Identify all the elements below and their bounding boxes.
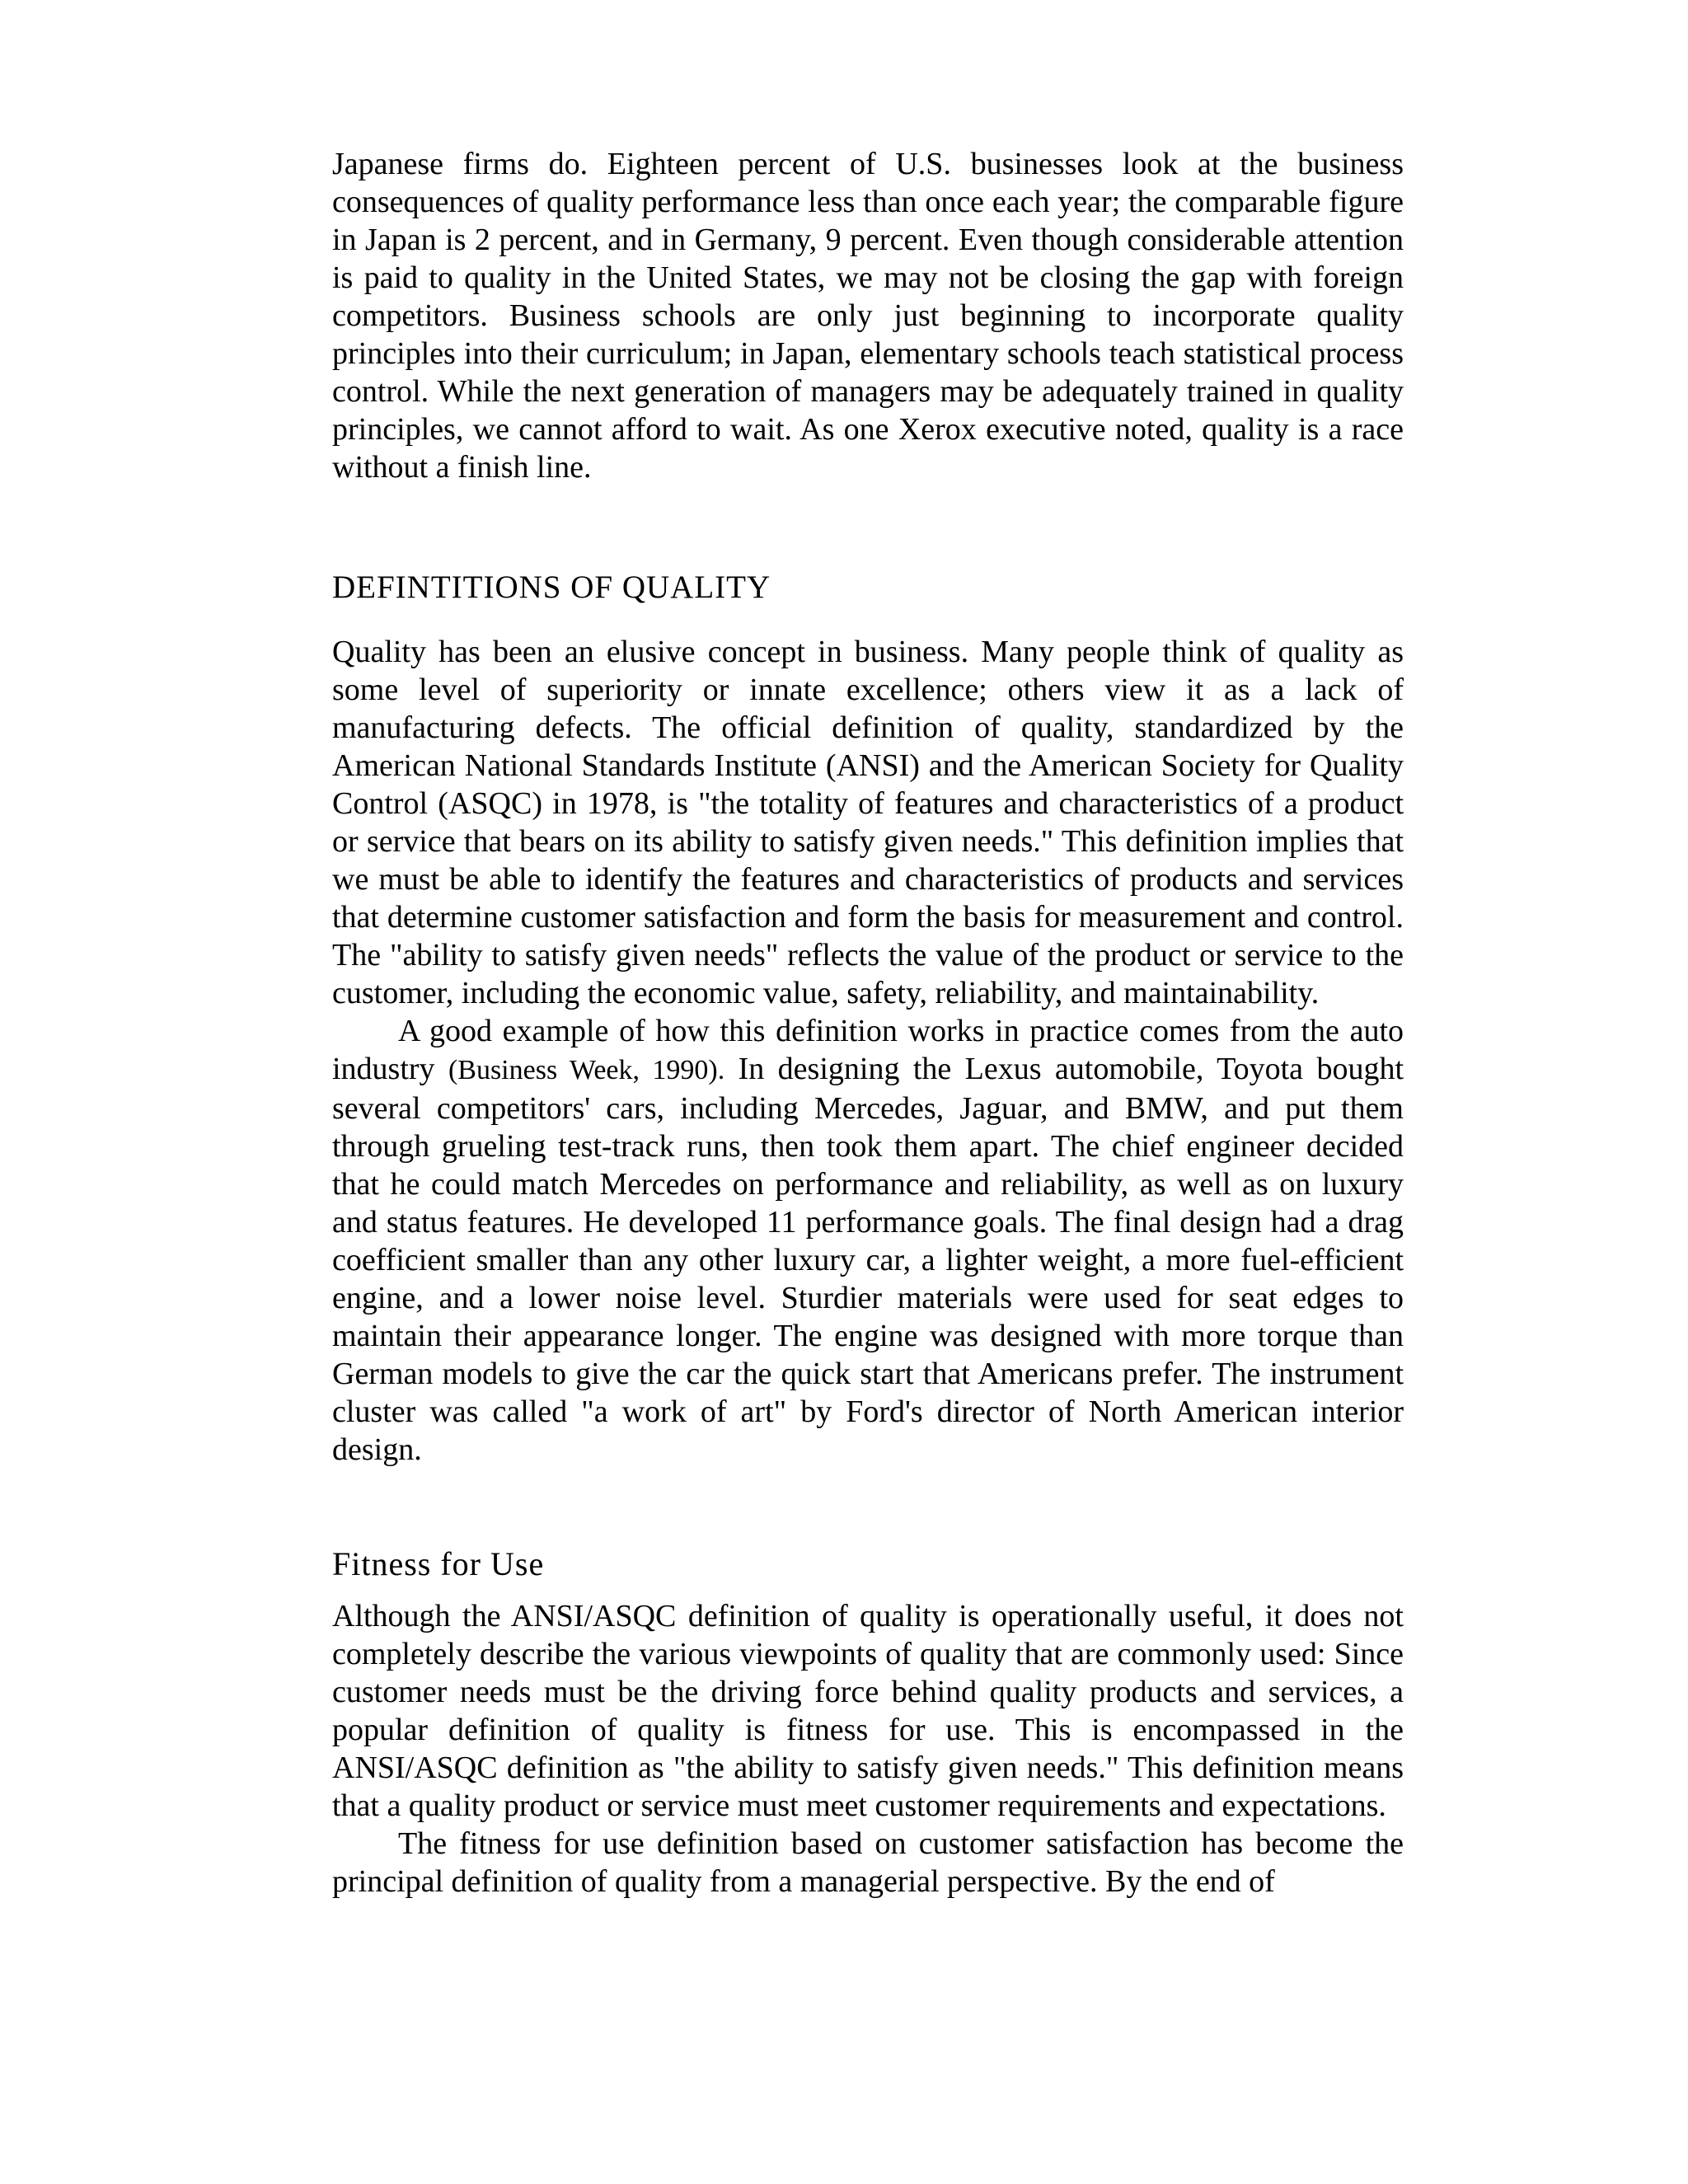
citation: (Business Week, 1990). [448,1055,725,1085]
intro-paragraph: Japanese firms do. Eighteen percent of U.S. businesses look at the business consequences of quality performance less than once each year; the comparable figure in Japan is 2 percent, and in Germany, 9 percent. Even though considerable attention is paid to quality in the United States, we may not be closing the gap with foreign competitors. Business schools are only just beginning to incorporate quality principles into their curriculum; in Japan, elementary schools teach statistical process control. While the next generation of managers may be adequately trained in quality principles, we cannot afford to wait. As one Xerox executive noted, quality is a race without a finish line. [332,147,1404,485]
definitions-paragraph-2 [332,1012,1404,1469]
section-heading-definitions: DEFINTITIONS OF QUALITY [332,569,771,605]
paragraph-text: A good example of how this definition works in practice comes from the auto industry [332,1014,1404,1086]
definitions-paragraph-1: Quality has been an elusive concept in business. Many people think of quality as some level of superiority or innate excellence; others view it as a lack of manufacturing defects. The official definition of quality, standardized by the American National Standards Institute (ANSI) and the American Society for Quality Control (ASQC) in 1978, is "the totality of features and characteristics of a product or service that bears on its ability to satisfy given needs." This definition implies that we must be able to identify the features and characteristics of products and services that determine customer satisfaction and form the basis for measurement and control. The "ability to satisfy given needs" reflects the value of the product or service to the customer, including the economic value, safety, reliability, and maintainability. [332,635,1404,1010]
definitions-section [332,633,1404,1469]
fitness-paragraph-1: Although the ANSI/ASQC definition of quality is operationally useful, it does not completely describe the various viewpoints of quality that are commonly used: Since customer needs must be the driving force behind quality products and services, a popular definition of quality is fitness for use. This is encompassed in the ANSI/ASQC definition as "the ability to satisfy given needs." This definition means that a quality product or service must meet customer requirements and expectations. [332,1599,1404,1823]
section-heading-fitness-for-use: Fitness for Use [332,1545,545,1582]
paragraph-text: In designing the Lexus automobile, Toyota bought several competitors' cars, including Mercedes, Jaguar, and BMW, and put them through grueling test-track runs, then took them apart. The chief engineer decided that he could match Mercedes on performance and reliability, as well as on luxury and status features. He developed 11 performance goals. The final design had a drag coefficient smaller than any other luxury car, a lighter weight, a more fuel-efficient engine, and a lower noise level. Sturdier materials were used for seat edges to maintain their appearance longer. The engine was designed with more torque than German models to give the car the quick start that Americans prefer. The instrument cluster was called "a work of art" by Ford's director of North American interior design. [332,1052,1404,1467]
fitness-section [332,1597,1404,1900]
fitness-paragraph-2: The fitness for use definition based on customer satisfaction has become the principal definition of quality from a managerial perspective. By the end of [332,1826,1404,1899]
intro-section [332,145,1404,486]
